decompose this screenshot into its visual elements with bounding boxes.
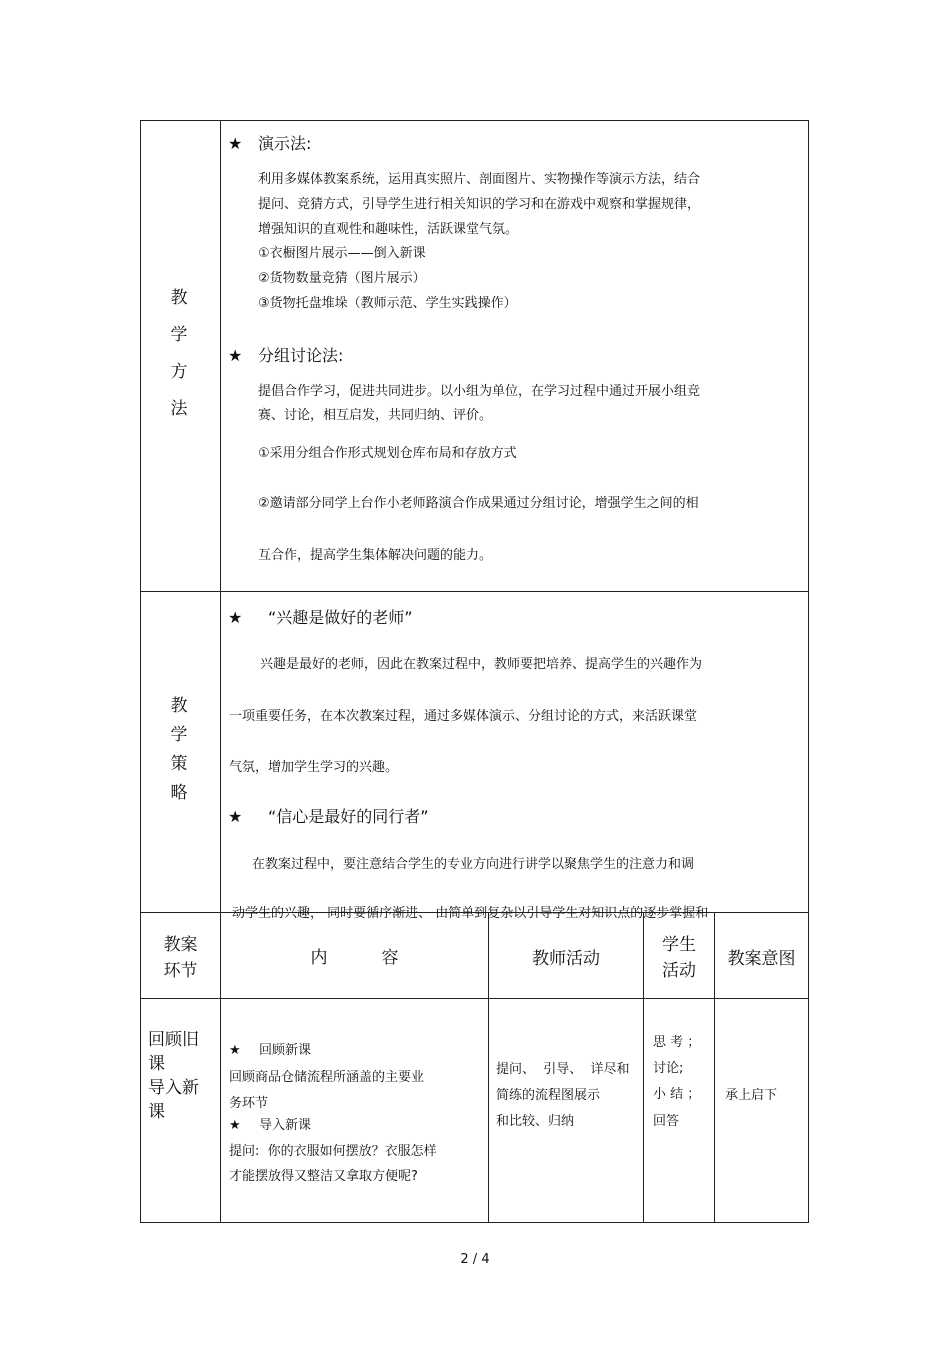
row1-content-line: 提问: 你的衣服如何摆放？衣服怎样 (229, 1144, 437, 1159)
demo-para-line: 增强知识的直观性和趣味性，活跃课堂气氛。 (258, 222, 519, 237)
demo-para-line: 提问、竞猜方式，引导学生进行相关知识的学习和在游戏中观察和掌握规律， (258, 197, 701, 212)
row1-content-heading: ★ 导入新课 (229, 1118, 312, 1133)
strategy-para-line: 在教案过程中，要注意结合学生的专业方向进行讲学以聚焦学生的注意力和调 (252, 857, 695, 872)
page-number: 2 / 4 (460, 1252, 490, 1267)
group-item: ②邀请部分同学上台作小老师路演合作成果通过分组讨论，增强学生之间的相 (258, 496, 699, 511)
demo-para-line: 利用多媒体教案系统，运用真实照片、剖面图片、实物操作等演示方法，结合 (258, 172, 701, 187)
group-para-line: 赛、讨论，相互启发，共同归纳、评价。 (258, 408, 493, 423)
star-icon: ★ (229, 1043, 241, 1058)
header-stage: 教案 环节 (163, 935, 198, 981)
star-icon: ★ (228, 807, 243, 826)
strategy-heading-interest: ★ “兴趣是做好的老师” (228, 608, 413, 627)
demo-item: ①衣橱图片展示——倒入新课 (258, 246, 426, 261)
row1-content-line: 回顾商品仓储流程所涵盖的主要业 (229, 1070, 425, 1085)
row1-content-line: 才能摆放得又整洁又拿取方便呢? (229, 1169, 418, 1184)
group-item: 互合作，提高学生集体解决问题的能力。 (258, 548, 493, 563)
strategy-para-line: 气氛，增加学生学习的兴趣。 (229, 760, 399, 775)
methods-label: 教 学 方 法 (170, 288, 188, 419)
row1-teacher-line: 简练的流程图展示 (496, 1088, 601, 1103)
row1-teacher-line: 提问、 引导、 详尽和 (496, 1062, 630, 1077)
star-icon: ★ (228, 134, 243, 153)
strategy-para-line-overflow: 动学生的兴趣， 同时要循序渐进、 由简单到复杂以引导学生对知识点的逐步掌握和 (232, 906, 709, 921)
row1-student-line: 思 考 ； (653, 1035, 701, 1050)
row1-student-line: 讨论; (653, 1061, 684, 1076)
row1-intent: 承上启下 (725, 1088, 778, 1103)
methods-bottom-border (140, 591, 809, 592)
header-student-activity: 学生 活动 (662, 935, 696, 981)
star-icon: ★ (228, 346, 243, 365)
star-icon: ★ (229, 1118, 241, 1133)
demo-heading: ★ 演示法: (228, 134, 312, 153)
table-bottom-border (140, 1222, 809, 1223)
group-heading: ★ 分组讨论法: (228, 346, 344, 365)
header-intent: 教案意图 (727, 949, 796, 969)
row1-content-line: 务环节 (229, 1096, 269, 1111)
label-column-divider (220, 120, 221, 1223)
strategy-label: 教 学 策 略 (170, 696, 188, 803)
row1-student-line: 小 结 ； (653, 1087, 701, 1102)
table-right-border (808, 120, 809, 1223)
demo-item: ③货物托盘堆垛（教师示范、学生实践操作） (258, 296, 517, 311)
group-para-line: 提倡合作学习，促进共同进步。以小组为单位，在学习过程中通过开展小组竞 (258, 384, 701, 399)
row1-teacher-line: 和比较、归纳 (496, 1114, 575, 1129)
header-content: 内 容 (310, 948, 399, 968)
group-item: ①采用分组合作形式规划仓库布局和存放方式 (258, 446, 517, 461)
strategy-para-line: 一项重要任务，在本次教案过程，通过多媒体演示、分组讨论的方式，来活跃课堂 (229, 709, 698, 724)
table-top-border (140, 120, 809, 121)
strategy-para-line: 兴趣是最好的老师，因此在教案过程中，教师要把培养、提高学生的兴趣作为 (260, 657, 703, 672)
row1-content-heading: ★ 回顾新课 (229, 1043, 312, 1058)
header-bottom-border (140, 998, 809, 999)
table-left-border (140, 120, 141, 1223)
header-teacher-activity: 教师活动 (532, 949, 600, 969)
row1-student-line: 回答 (653, 1114, 680, 1129)
star-icon: ★ (228, 608, 243, 627)
strategy-heading-confidence: ★ “信心是最好的同行者” (228, 807, 429, 826)
demo-item: ②货物数量竞猜（图片展示） (258, 271, 426, 286)
row1-stage: 回顾旧 课 导入新 课 (148, 1030, 199, 1122)
